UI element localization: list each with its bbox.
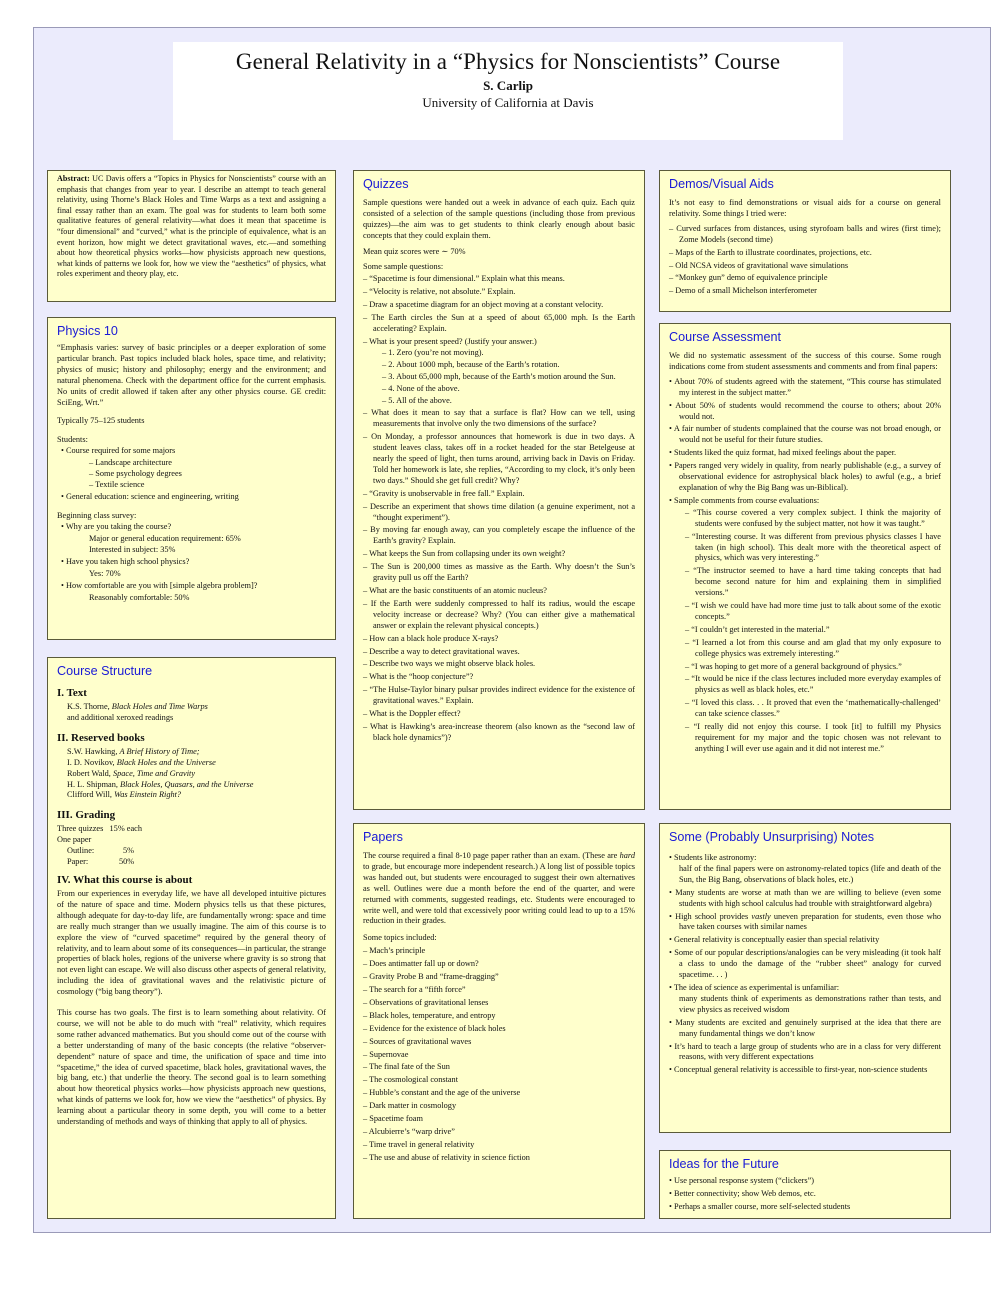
- list-item: – Does antimatter fall up or down?: [363, 959, 635, 970]
- abstract-box: [47, 170, 336, 302]
- list-item: – What is the Doppler effect?: [363, 709, 635, 720]
- comment-item: – “The instructor seemed to have a hard time taking concepts that had become second nature for him and explaining them in simplified versions.”: [685, 566, 941, 599]
- list-item: – “Monkey gun” demo of equivalence principle: [669, 273, 941, 284]
- list-item: – “Gravity is unobservable in free fall.” Explain.: [363, 489, 635, 500]
- list-item: – What is Hawking’s area-increase theorem (also known as the “second law of black hole dynamics”)?: [363, 722, 635, 744]
- list-item: – Black holes, temperature, and entropy: [363, 1011, 635, 1022]
- list-item: – The Earth circles the Sun at a speed of about 65,000 mph. Is the Earth accelerating? Explain.: [363, 313, 635, 335]
- book-item: I. D. Novikov, Black Holes and the Universe: [67, 757, 216, 767]
- survey-list: [61, 522, 326, 603]
- list-item: • Better connectivity; show Web demos, etc.: [669, 1189, 941, 1200]
- comment-item: – “I learned a lot from this course and am glad that my only exposure to college physics was extremely interesting.”: [685, 638, 941, 660]
- list-item: – What are the basic constituents of an atomic nucleus?: [363, 586, 635, 597]
- list-item: • Use personal response system (“clickers”): [669, 1176, 941, 1187]
- list-item: • Course required for some majors – Landscape architecture – Some psychology degrees – Textile science: [61, 446, 326, 490]
- list-item: • About 50% of students would recommend the course to others; about 20% would not.: [669, 401, 941, 423]
- poster-header: [173, 42, 843, 140]
- comment-item: – “This course covered a very complex subject. I think the majority of students were confused by the subject matter, not how it was taught.”: [685, 508, 941, 530]
- list-item: – Describe two ways we might observe black holes.: [363, 659, 635, 670]
- list-item: – Mach’s principle: [363, 946, 635, 957]
- list-item: – The final fate of the Sun: [363, 1062, 635, 1073]
- demos-list: [669, 224, 941, 297]
- about-paragraph-1: From our experiences in everyday life, we have all developed intuitive pictures of the nature of space and time. Modern physics tells us that these pictures, although adequate for day-to-day life, are fundamentally wrong: space and time are really much stranger than we usually imagine. The aim of this course is to explore the view of “curved spacetime” required by the general theory of relativity, and to learn about some of its consequences—in particular, the strange properties of black holes, regions of the universe where gravity is so strong that not even light can escape. We will also discuss other aspects of general relativity, including the idea of gravitational waves and the relativistic picture of cosmology (“big bang theory”).: [57, 888, 326, 997]
- comment-item: – “It would be nice if the class lectures included more everyday examples of physics as well as black holes, etc.”: [685, 674, 941, 696]
- list-item: • Perhaps a smaller course, more self-selected students: [669, 1202, 941, 1213]
- notes-box: [659, 823, 951, 1133]
- grading-quizzes: Three quizzes 15% each: [57, 824, 142, 834]
- quizzes-intro: Sample questions were handed out a week in advance of each quiz. Each quiz consisted of a selection of the sample questions (including those from previous quizzes)—the aim was to get students to think clearly enough about basic concepts that they could explain them.: [363, 198, 635, 240]
- notes-list: [669, 853, 941, 1076]
- grading-paper: One paper: [57, 835, 92, 845]
- comments-list: [685, 508, 941, 755]
- list-item: • General education: science and engineering, writing: [61, 492, 326, 503]
- list-item: • General relativity is conceptually easier than special relativity: [669, 935, 941, 946]
- list-item: – What is your present speed? (Justify your answer.) – 1. Zero (you’re not moving). – 2. About 1000 mph, because of the Earth’s rotation. – 3. About 65,000 mph, because of the Earth’s motion around the Sun. – 4. None of the above. – 5. All of the above.: [363, 337, 635, 406]
- survey-label: Beginning class survey:: [57, 511, 137, 521]
- list-item: – “The Hulse-Taylor binary pulsar provides indirect evidence for the existence of gravitational waves.” Explain.: [363, 685, 635, 707]
- comment-item: – “Interesting course. It was different from previous physics classes I have taken (in high school). This dealt more with the theoretical aspect of physics, which was very interesting.”: [685, 532, 941, 565]
- demos-intro: It’s not easy to find demonstrations or visual aids for a course on general relativity. Some things I tried were:: [669, 198, 941, 218]
- grading-outline: Outline: 5%: [67, 846, 135, 856]
- list-item: – On Monday, a professor announces that homework is due in two days. A student leaves class, takes off in a rocket headed for the star Betelgeuse at nearly the speed of light, then turns around, arriving back in Davis on Friday. Told her homework is late, she replies, “According to my clock, it’s only been two days.” Should she get full credit? Why?: [363, 432, 635, 487]
- survey-answer: Interested in subject: 35%: [89, 544, 176, 554]
- text-subheading: I. Text: [57, 687, 87, 699]
- list-item: – Evidence for the existence of black holes: [363, 1024, 635, 1035]
- list-item: – Old NCSA videos of gravitational wave simulations: [669, 261, 941, 272]
- book-item: Clifford Will, Was Einstein Right?: [67, 790, 182, 800]
- list-item: – Observations of gravitational lenses: [363, 998, 635, 1009]
- answer-option: – 3. About 65,000 mph, because of the Earth’s motion around the Sun.: [382, 372, 635, 383]
- answer-option: – 2. About 1000 mph, because of the Earth’s rotation.: [382, 360, 635, 371]
- abstract-body: UC Davis offers a “Topics in Physics for Nonscientists” course with an emphasis that changes from year to year. I describe an attempt to teach general relativity, using Thorne’s Black Holes and Time Warps as a text and assigning a final essay rather than an exam. The goal was for students to learn both some qualitative features of general relativity—what does it mean that spacetime is “four dimensional” and “curved,” what is the principle of equivalence, what is an event horizon, how might we detect gravitational waves, etc.—and something about how theoretical physics works—how physicists approach new questions, what kinds of patterns we look for, how we view the “aesthetics” of physics, what roles experiment and theory play, etc.: [57, 174, 326, 279]
- list-item: – What is the “hoop conjecture”?: [363, 672, 635, 683]
- assessment-intro: We did no systematic assessment of the success of this course. Some rough indications come from student assessments and comments and from final papers:: [669, 351, 941, 371]
- book-item: S.W. Hawking, A Brief History of Time;: [67, 746, 200, 756]
- abstract-label: Abstract:: [57, 174, 90, 183]
- list-item: – Alcubierre’s “warp drive”: [363, 1127, 635, 1138]
- physics10-catalog-quote: “Emphasis varies: survey of basic principles or a deeper exploration of some particular branch. Past topics included black holes, space time, and relativity; physics of music; history and philosophy; energy and the environment; and natural phenomena. Check with the department office for the current emphasis. No units of credit allowed if taken after any other physics course. GE credit: SciEng, Wrt.”: [57, 343, 326, 407]
- list-item: • Students liked the quiz format, had mixed feelings about the paper.: [669, 448, 941, 459]
- quizzes-box: [353, 170, 645, 810]
- list-item: • High school provides vastly uneven preparation for students, even those who have taken courses with similar names: [669, 912, 941, 934]
- list-item: – The search for a “fifth force”: [363, 985, 635, 996]
- topics-label: Some topics included:: [363, 933, 437, 943]
- course-structure-box: [47, 657, 336, 1219]
- list-item: – Dark matter in cosmology: [363, 1101, 635, 1112]
- papers-box: [353, 823, 645, 1219]
- reserved-books-subheading: II. Reserved books: [57, 731, 145, 744]
- majors-list: [71, 457, 326, 490]
- demos-heading: Demos/Visual Aids: [669, 177, 774, 191]
- survey-answer: Major or general education requirement: 65%: [89, 533, 241, 543]
- list-item: – What does it mean to say that a surface is flat? How can we tell, using measurements that involve only the two dimensions of the surface?: [363, 408, 635, 430]
- list-item: – Landscape architecture: [89, 458, 172, 468]
- students-list: [61, 446, 326, 503]
- assessment-heading: Course Assessment: [669, 330, 781, 344]
- list-item: • How comfortable are you with [simple algebra problem]? Reasonably comfortable: 50%: [61, 581, 326, 603]
- list-item: – How can a black hole produce X-rays?: [363, 634, 635, 645]
- list-item: – Textile science: [89, 480, 145, 490]
- course-structure-heading: Course Structure: [57, 664, 153, 678]
- future-list: [669, 1176, 941, 1213]
- about-subheading: IV. What this course is about: [57, 873, 193, 886]
- about-paragraph-2: This course has two goals. The first is to learn something about relativity. Of course, we will not be able to do much with “real” relativity, which requires some rather advanced mathematics. But you should come out of the course with a better understanding of many of the basic concepts (the relative “observer-dependent” nature of space and time, the unification of space and time into “spacetime,” the idea of curved spacetime, black holes, gravitational waves, the big bang, etc.) that underlie the theory. The second goal is to learn something about how theoretical physics works—how physicists approach new questions, what kinds of patterns we look for, how we view the “aesthetics” of physics. By learning about a particular theory in some depth, you will come to a better understanding of methods and ways of thinking that apply to all of physics.: [57, 1008, 326, 1127]
- list-item: – Maps of the Earth to illustrate coordinates, projections, etc.: [669, 248, 941, 259]
- book-item: Robert Wald, Space, Time and Gravity: [67, 768, 196, 778]
- list-item: • About 70% of students agreed with the statement, “This course has stimulated my interest in the subject matter.”: [669, 377, 941, 399]
- list-item: – Describe a way to detect gravitational waves.: [363, 647, 635, 658]
- papers-heading: Papers: [363, 830, 403, 844]
- poster-title: General Relativity in a “Physics for Nonscientists” Course: [235, 49, 781, 74]
- author-affiliation: University of California at Davis: [422, 95, 594, 110]
- future-box: [659, 1150, 951, 1219]
- list-item: – The Sun is 200,000 times as massive as the Earth. Why doesn’t the Sun’s gravity pull us off the Earth?: [363, 562, 635, 584]
- list-item: – The cosmological constant: [363, 1075, 635, 1086]
- textbook-extra: and additional xeroxed readings: [67, 712, 174, 722]
- notes-heading: Some (Probably Unsurprising) Notes: [669, 830, 875, 844]
- physics10-typical-enrollment: Typically 75–125 students: [57, 416, 145, 426]
- students-label: Students:: [57, 435, 88, 445]
- list-item: – Curved surfaces from distances, using styrofoam balls and wires (first time); Zome Models (second time): [669, 224, 941, 246]
- future-heading: Ideas for the Future: [669, 1157, 779, 1171]
- answer-option: – 5. All of the above.: [382, 396, 635, 407]
- book-item: H. L. Shipman, Black Holes, Quasars, and the Universe: [67, 779, 254, 789]
- quiz-mean-score: Mean quiz scores were ∼ 70%: [363, 246, 466, 256]
- answer-options: [373, 348, 635, 407]
- list-item: • Some of our popular descriptions/analogies can be very misleading (it took half a class to undo the damage of the “rubber sheet” analogy for curved spacetime. . . ): [669, 948, 941, 981]
- list-item: • Sample comments from course evaluations: – “This course covered a very complex subject. I think the majority of students were confused by the subject matter, not how it was taught.” – “Interesting course. It was different from previous physics classes I have taken (in high school). This dealt more with the theoretical aspect of physics, which was very interesting.” – “The instructor seemed to have a hard time taking concepts that had become second nature for him and explaining them in simplified versions.” – “I wish we could have had more time just to talk about some of the exotic concepts.” – “I couldn’t get interested in the material.” – “I learned a lot from this course and am glad that my only exposure to college physics was extremely interesting.” – “I was hoping to get more of a general background of physics.” – “It would be nice if the class lectures included more everyday examples of physics as well as black holes, etc.” – “I loved this class. . . It proved that even the ‘mathematically-challenged’ can take science classes.” – “I really did not enjoy this course. I took [it] to fulfill my Physics requirement for my major and the topic chosen was not relevant to anything I will ever use again and it did not interest me.”: [669, 496, 941, 755]
- list-item: – Supernovae: [363, 1050, 635, 1061]
- abstract-text: [57, 174, 326, 280]
- comment-item: – “I loved this class. . . It proved that even the ‘mathematically-challenged’ can take science classes.”: [685, 698, 941, 720]
- sample-questions-label: Some sample questions:: [363, 261, 444, 271]
- list-item: • The idea of science as experimental is unfamiliar: many students think of experiments as demonstrations rather than tests, and view physics as received wisdom: [669, 983, 941, 1016]
- comment-item: – “I really did not enjoy this course. I took [it] to fulfill my Physics requirement for my major and the topic chosen was not relevant to anything I will ever use again and it did not interest me.”: [685, 722, 941, 755]
- list-item: • Why are you taking the course? Major or general education requirement: 65% Interested in subject: 35%: [61, 522, 326, 555]
- assessment-box: [659, 323, 951, 810]
- list-item: – What keeps the Sun from collapsing under its own weight?: [363, 549, 635, 560]
- physics10-box: [47, 317, 336, 640]
- assessment-list: [669, 377, 941, 755]
- comment-item: – “I wish we could have had more time just to talk about some of the exotic concepts.”: [685, 601, 941, 623]
- list-item: – Describe an experiment that shows time dilation (a genuine experiment, not a “thought experiment”).: [363, 502, 635, 524]
- list-item: – “Velocity is relative, not absolute.” Explain.: [363, 287, 635, 298]
- topics-list: [363, 946, 635, 1163]
- list-item: – “Spacetime is four dimensional.” Explain what this means.: [363, 274, 635, 285]
- author-name: S. Carlip: [483, 78, 533, 93]
- list-item: • Have you taken high school physics? Yes: 70%: [61, 557, 326, 579]
- list-item: – If the Earth were suddenly compressed to half its radius, would the escape velocity increase or decrease? Why? (You can either give a mathematical answer or explain the relevant physical concepts.): [363, 599, 635, 632]
- list-item: – Demo of a small Michelson interferometer: [669, 286, 941, 297]
- list-item: – Draw a spacetime diagram for an object moving at a constant velocity.: [363, 300, 635, 311]
- list-item: – Gravity Probe B and “frame-dragging”: [363, 972, 635, 983]
- sample-questions-list: [363, 274, 635, 743]
- list-item: – Sources of gravitational waves: [363, 1037, 635, 1048]
- textbook: K.S. Thorne, Black Holes and Time Warps: [67, 702, 208, 711]
- demos-box: [659, 170, 951, 312]
- list-item: – Some psychology degrees: [89, 469, 182, 479]
- list-item: • Many students are worse at math than we are willing to believe (even some students with high school calculus had trouble with straightforward algebra): [669, 888, 941, 910]
- list-item: • Papers ranged very widely in quality, from nearly publishable (e.g., a survey of observational evidence for astrophysical black holes) to awful (e.g., a brief explanation of why the Big Bang was un-Biblical).: [669, 461, 941, 494]
- list-item: • Many students are excited and genuinely surprised at the idea that there are many fundamental things we don’t know: [669, 1018, 941, 1040]
- comment-item: – “I was hoping to get more of a general background of physics.”: [685, 662, 941, 673]
- survey-answer: Yes: 70%: [89, 568, 121, 578]
- list-item: – By moving far enough away, can you completely escape the influence of the Earth’s gravity? Explain.: [363, 525, 635, 547]
- papers-intro: The course required a final 8-10 page paper rather than an exam. (These are hard to grade, but encourage more independent research.) A long list of possible topics was handed out, but students were encouraged to suggest their own alternatives as well. Outlines were due a month before the end of the quarter, and were returned with comments, suggested readings, etc. Students were encouraged to write well, and were told that excessively poor writing could lead to up to a 15% reduction in their grades.: [363, 851, 635, 926]
- list-item: – Hubble’s constant and the age of the universe: [363, 1088, 635, 1099]
- answer-option: – 4. None of the above.: [382, 384, 635, 395]
- list-item: – Spacetime foam: [363, 1114, 635, 1125]
- grading-final-paper: Paper: 50%: [67, 857, 135, 867]
- list-item: – The use and abuse of relativity in science fiction: [363, 1153, 635, 1164]
- list-item: – Time travel in general relativity: [363, 1140, 635, 1151]
- quizzes-heading: Quizzes: [363, 177, 409, 191]
- list-item: • Conceptual general relativity is accessible to first-year, non-science students: [669, 1065, 941, 1076]
- list-item: • A fair number of students complained that the course was not broad enough, or would not be useful for their future studies.: [669, 424, 941, 446]
- physics10-heading: Physics 10: [57, 324, 118, 338]
- list-item: • Students like astronomy: half of the final papers were on astronomy-related topics (life and death of the Sun, the Big Bang, observations of black holes, etc.): [669, 853, 941, 886]
- list-item: • It’s hard to teach a large group of students who are in a class for very different reasons, with very different expectations: [669, 1042, 941, 1064]
- survey-answer: Reasonably comfortable: 50%: [89, 592, 190, 602]
- comment-item: – “I couldn’t get interested in the material.”: [685, 625, 941, 636]
- grading-subheading: III. Grading: [57, 809, 116, 822]
- answer-option: – 1. Zero (you’re not moving).: [382, 348, 635, 359]
